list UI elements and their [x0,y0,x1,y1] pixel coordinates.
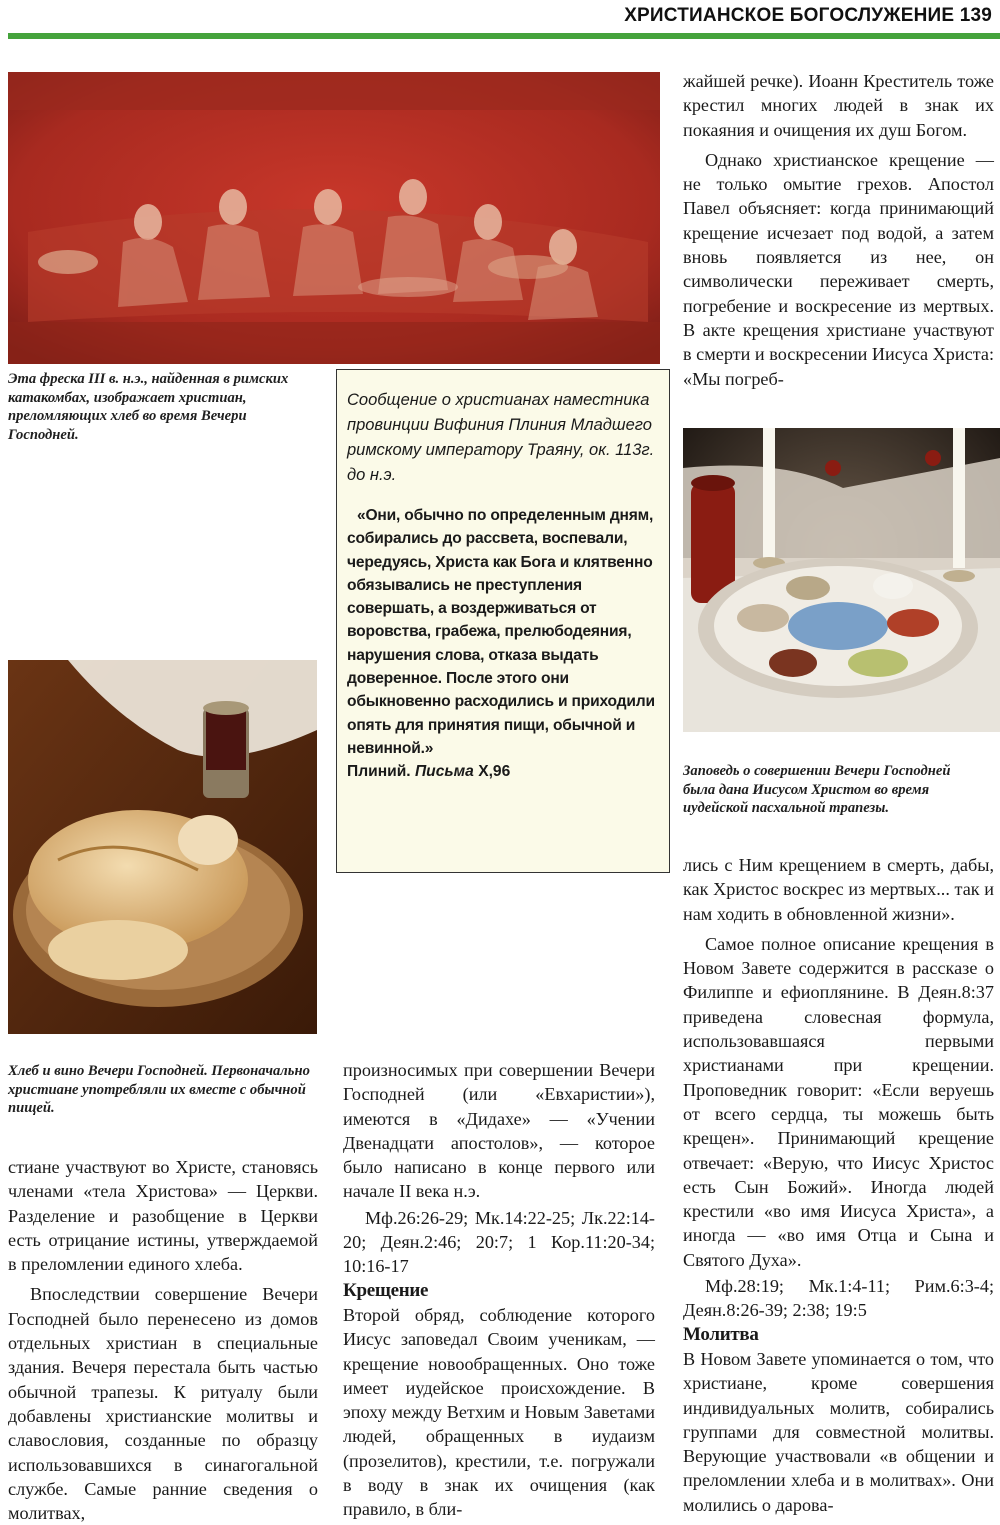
middle-p2: Второй обряд, соблюдение которого Иисус заповедал Своим ученикам, — крещение новообращенных. Оно тоже имеет иудейское происхождение. В эпоху между Ветхим и Новым Заветами людей, обращенных в иудаизм (прозелитов), крестили, т.е. погружали в воду в знак их очищения (как правило, в бли- [343,1304,655,1520]
right-bottom-p1: лись с Ним крещением в смерть, дабы, как Христос воскрес из мертвых... так и нам ходить в обновленной жизни». [683,855,994,924]
source-work: Письма [414,763,474,781]
bread-wine-illustration [8,660,317,1034]
source-author: Плиний. [347,763,411,781]
header-rule [8,33,1000,39]
middle-refs: Мф.26:26-29; Мк.14:22-25; Лк.22:14-20; Деян.2:46; 20:7; 1 Кор.11:20-34; 10:16-17 [343,1207,655,1277]
running-title: ХРИСТИАНСКОЕ БОГОСЛУЖЕНИЕ 139 [624,5,992,26]
sidebar-source [347,760,655,784]
right-refs: Мф.28:19; Мк.1:4-11; Рим.6:3-4; Деян.8:26-39; 2:38; 19:5 [683,1276,994,1321]
fresco-caption: Эта фреска III в. н.э., найденная в римских катакомбах, изображает христиан, преломляющих хлеб во время Вечери Господней. [8,371,289,443]
left-p1: стиане участвуют во Христе, становясь членами «тела Христова» — Церкви. Разделение и разобщение в Церкви есть отрицание истины, утверждаемой в преломлении единого хлеба. [8,1157,318,1275]
bread-caption: Хлеб и вино Вечери Господней. Первоначально христиане употребляли их вместе с обычной пищей. [8,1063,310,1116]
page-header [0,0,1000,44]
right-top-p2: Однако христианское крещение — не только омытие грехов. Апостол Павел объясняет: когда принимающий крещение исчезает под водой, а затем вновь появляется из нее, он символически переживает смерть, погребение и воскресение из мертвых. В акте крещения христиане участвуют в смерти и воскресении Иисуса Христа: «Мы погреб- [683,149,994,389]
right-column-bottom [683,853,994,1517]
prayer-heading: Молитва [683,1323,759,1345]
right-top-p1: жайшей речке). Иоанн Креститель тоже крестил многих людей в знак их покаяния и очищения их душ Богом. [683,71,994,140]
seder-plate-illustration [683,428,1000,732]
sidebar-title: Сообщение о христианах наместника провинции Вифиния Плиния Младшего римскому императору Траяну, ок. 113г. до н.э. [347,391,655,484]
right-bottom-p2: Самое полное описание крещения в Новом Завете содержится в рассказе о Филиппе и ефиоплянине. В Деян.8:37 приведена словесная формула, использовавшаяся первыми христианами при крещении. Проповедник говорит: «Если веруешь от всего сердца, ты можешь быть крещен». Принимающий крещение отвечает: «Верую, что Иисус Христос есть Сын Божий». Иногда людей крестили «во имя Иисуса Христа», а иногда — «во имя Отца и Сына и Святого Духа». [683,933,994,1270]
baptism-heading: Крещение [343,1279,429,1301]
sidebar-quote: «Они, обычно по определенным дням, собирались до рассвета, воспевали, чередуясь, Христа как Бога и клятвенно обязывались не преступления совершать, а воздерживаться от воровства, грабежа, прелюбодеяния, нарушения слова, отказа выдать доверенное. После этого они обыкновенно расходились и приходили опять для принятия пищи, обычной и невинной.» [347,507,655,757]
fresco-image [8,72,660,364]
middle-column [343,1058,655,1522]
seder-plate-image [683,428,1000,732]
source-ref: X,96 [478,763,511,781]
left-column [8,1155,318,1525]
bread-wine-image [8,660,317,1034]
right-p3: В Новом Завете упоминается о том, что христиане, кроме совершения индивидуальных молитв, собирались группами для совместной молитвы. Верующие участвовали «в общении и преломлении хлеба и в молитвах». Они молились о дарова- [683,1348,994,1515]
middle-p1: произносимых при совершении Вечери Господней (или «Евхаристии»), имеются в «Дидахе» — «Учении Двенадцати апостолов», — которое было написано в конце первого или начале II века н.э. [343,1060,655,1202]
seder-caption: Заповедь о совершении Вечери Господней была дана Иисусом Христом во время иудейской пасхальной трапезы. [683,763,951,816]
right-column-top [683,69,994,391]
pliny-sidebar [336,369,670,873]
left-p2: Впоследствии совершение Вечери Господней было перенесено из домов отдельных христиан в специальные здания. Вечеря перестала быть частью обычной трапезы. К ритуалу были добавлены христианские молитвы и славословия, созданные по образцу использовавшихся в синагогальной службе. Самые ранние сведения о молитвах, [8,1284,318,1524]
fresco-illustration [8,72,660,364]
